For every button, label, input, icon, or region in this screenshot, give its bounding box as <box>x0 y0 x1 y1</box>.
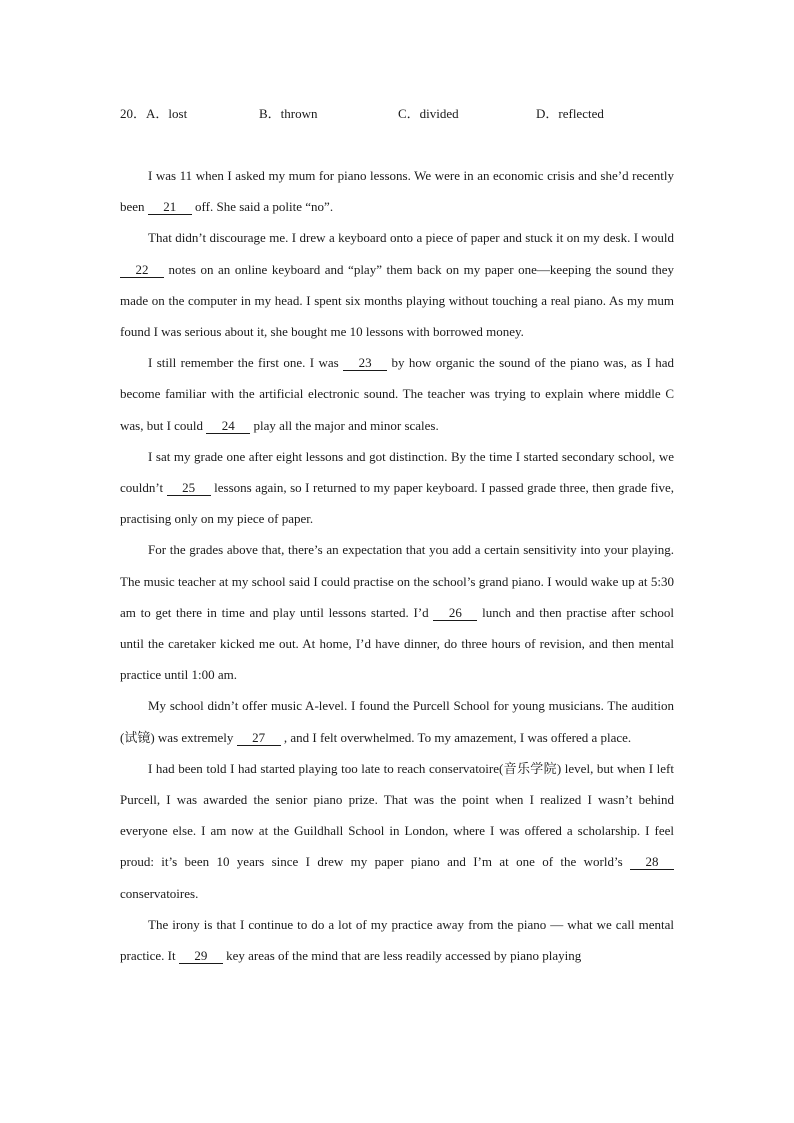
blank-28: 28 <box>630 855 674 870</box>
paragraph-4 <box>120 441 674 535</box>
option-b <box>259 103 318 122</box>
option-d-text: reflected <box>558 106 604 121</box>
paragraph-text: I still remember the first one. I was <box>148 355 344 371</box>
paragraph-text: notes on an online keyboard and “play” them back on my paper one—keeping the sound they made on the computer in my head. I spent six months playing without touching a real piano. As my mum found I was serious about it, she bought me 10 lessons with borrowed money. <box>120 261 674 340</box>
paragraph-1 <box>120 160 674 222</box>
blank-24: 24 <box>206 419 250 434</box>
option-a-text: lost <box>168 106 188 121</box>
option-b-label: B． <box>259 106 281 121</box>
option-a-label: A． <box>146 106 169 121</box>
paragraph-3 <box>120 347 674 441</box>
paragraph-text: key areas of the mind that are less readily accessed by piano playing <box>222 948 582 964</box>
blank-23: 23 <box>343 356 387 371</box>
option-d <box>536 103 604 122</box>
paragraph-text: conservatoires. <box>120 885 199 901</box>
paragraph-text: , and I felt overwhelmed. To my amazement, I was offered a place. <box>280 729 632 745</box>
paragraph-text: The irony is that I continue to do a lot of my practice away from the piano — what we call mental practice. It <box>120 916 674 964</box>
blank-21: 21 <box>148 200 192 215</box>
paragraph-7 <box>120 753 674 909</box>
option-d-label: D． <box>536 106 559 121</box>
blank-22: 22 <box>120 263 164 278</box>
option-a <box>120 103 187 122</box>
question-20-options <box>120 103 680 123</box>
paragraph-text: I had been told I had started playing too late to reach conservatoire(音乐学院) level, but when I left Purcell, I was awarded the senior piano prize. That was the point when I realized I wasn’t behind everyone else. I am now at the Guildhall School in London, where I was offered a scholarship. I feel proud: it’s been 10 years since I drew my paper piano and I’m at one of the world’s <box>120 760 674 870</box>
paragraph-2 <box>120 222 674 347</box>
paragraph-text: lunch and then practise after school until the caretaker kicked me out. At home, I’d have dinner, do three hours of revision, and then mental practice until 1:00 am. <box>120 604 674 683</box>
question-number: 20． <box>120 106 147 121</box>
paragraph-text: off. She said a polite “no”. <box>191 199 334 215</box>
blank-26: 26 <box>433 606 477 621</box>
paragraph-6 <box>120 690 674 752</box>
paragraph-text: That didn’t discourage me. I drew a keyboard onto a piece of paper and stuck it on my desk. I would <box>148 230 674 246</box>
paragraph-text: lessons again, so I returned to my paper keyboard. I passed grade three, then grade five, practising only on my piece of paper. <box>120 480 675 527</box>
paragraph-text: For the grades above that, there’s an expectation that you add a certain sensitivity into your playing. The music teacher at my school said I could practise on the school’s grand piano. I would wake up at 5:30 am to get there in time and play until lessons started. I’d <box>120 542 674 620</box>
blank-27: 27 <box>237 731 281 746</box>
paragraph-text: I sat my grade one after eight lessons and got distinction. By the time I started secondary school, we couldn’t <box>120 448 674 496</box>
paragraph-5 <box>120 534 674 690</box>
paragraph-8 <box>120 909 674 971</box>
paragraph-text: I was 11 when I asked my mum for piano lessons. We were in an economic crisis and she’d recently been <box>120 168 674 215</box>
paragraph-text: My school didn’t offer music A-level. I found the Purcell School for young musicians. The audition (试镜) was extremely <box>120 698 674 745</box>
option-c-text: divided <box>419 106 459 121</box>
paragraph-text: play all the major and minor scales. <box>250 417 439 433</box>
blank-29: 29 <box>179 949 223 964</box>
option-b-text: thrown <box>280 106 318 121</box>
option-c <box>398 103 459 122</box>
paragraph-text: by how organic the sound of the piano was, as I had become familiar with the artificial electronic sound. The teacher was trying to explain where middle C was, but I could <box>120 355 674 433</box>
cloze-passage <box>120 160 674 971</box>
option-c-label: C． <box>398 106 420 121</box>
blank-25: 25 <box>167 481 211 496</box>
